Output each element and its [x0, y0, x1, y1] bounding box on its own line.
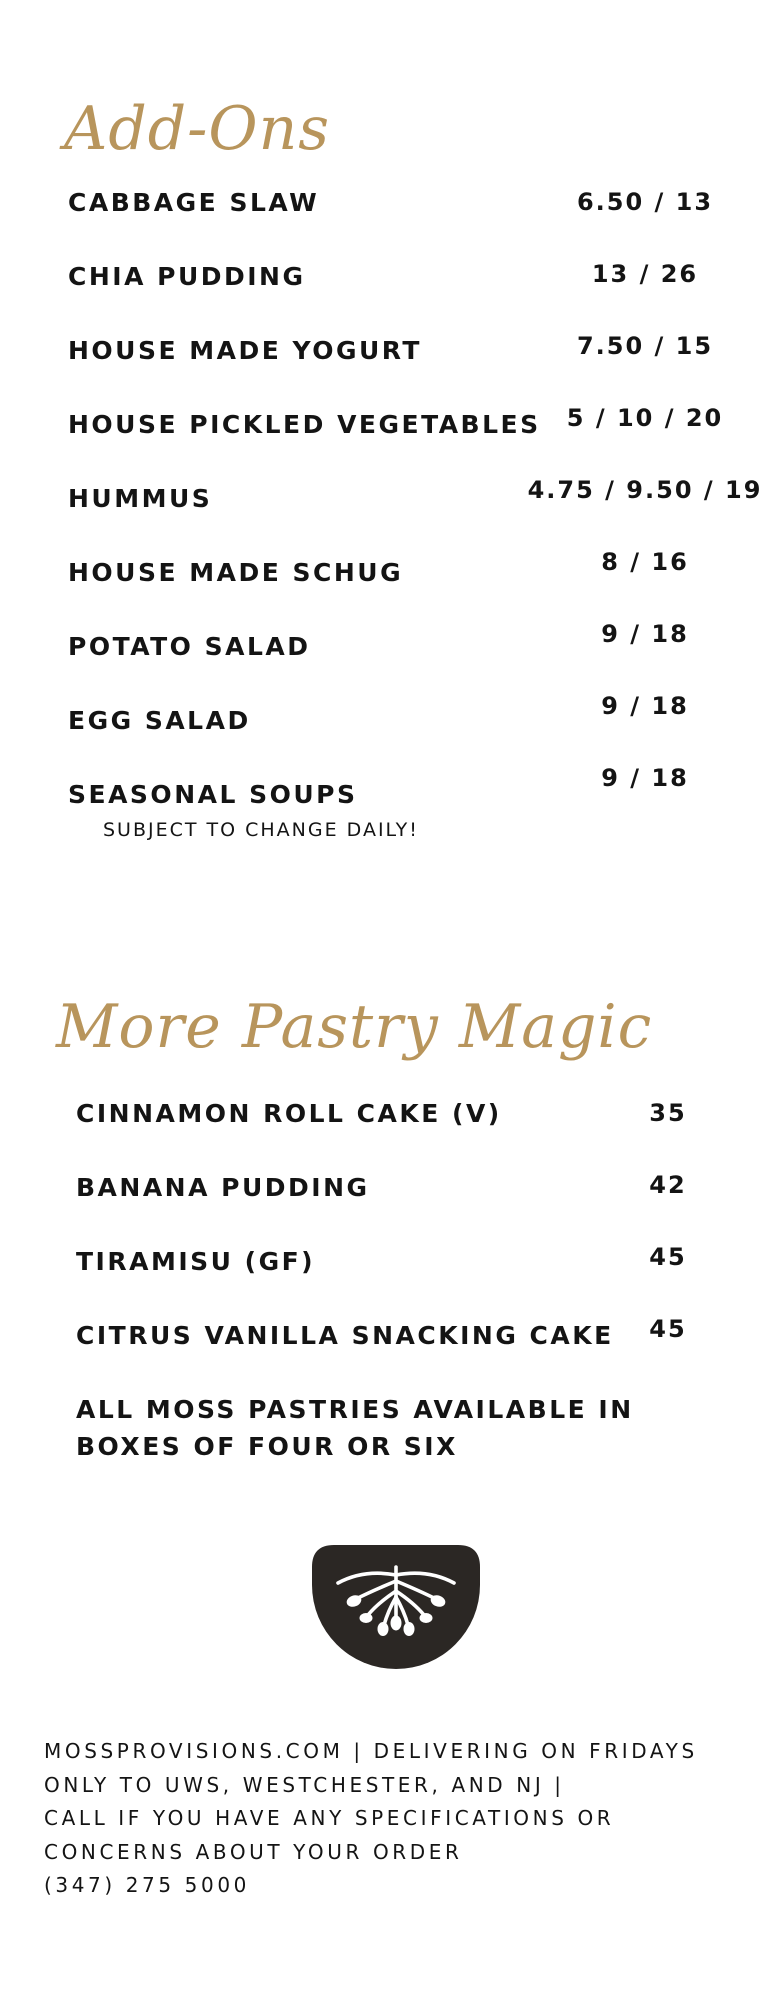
- pastry-price-banana-pudding: 42: [649, 1171, 687, 1199]
- addon-item-chia-pudding: CHIA PUDDING: [68, 262, 306, 291]
- pastry-title: More Pastry Magic: [56, 992, 653, 1062]
- pastry-boxes-note-line2: BOXES OF FOUR OR SIX: [76, 1432, 458, 1461]
- pastry-price-citrus-vanilla-snacking-cake: 45: [649, 1315, 687, 1343]
- addon-item-house-made-schug: HOUSE MADE SCHUG: [68, 558, 404, 587]
- addon-item-egg-salad: EGG SALAD: [68, 706, 251, 735]
- addon-item-seasonal-soups: SEASONAL SOUPS: [68, 780, 358, 809]
- addon-price-hummus: 4.75 / 9.50 / 19: [527, 476, 763, 504]
- pastry-price-cinnamon-roll-cake: 35: [649, 1099, 687, 1127]
- pastry-boxes-note-line1: ALL MOSS PASTRIES AVAILABLE IN: [76, 1395, 634, 1424]
- pastry-item-cinnamon-roll-cake: CINNAMON ROLL CAKE (V): [76, 1099, 502, 1128]
- addon-price-seasonal-soups: 9 / 18: [601, 764, 689, 792]
- pastry-item-citrus-vanilla-snacking-cake: CITRUS VANILLA SNACKING CAKE: [76, 1321, 614, 1350]
- footer-line-4: CONCERNS ABOUT YOUR ORDER: [44, 1840, 463, 1864]
- addon-price-cabbage-slaw: 6.50 / 13: [576, 188, 714, 216]
- pastry-item-banana-pudding: BANANA PUDDING: [76, 1173, 370, 1202]
- footer-line-3: CALL IF YOU HAVE ANY SPECIFICATIONS OR: [44, 1806, 615, 1830]
- addon-item-cabbage-slaw: CABBAGE SLAW: [68, 188, 320, 217]
- addon-price-house-made-schug: 8 / 16: [601, 548, 689, 576]
- addon-item-hummus: HUMMUS: [68, 484, 213, 513]
- footer-line-2: ONLY TO UWS, WESTCHESTER, AND NJ |: [44, 1773, 565, 1797]
- addon-item-potato-salad: POTATO SALAD: [68, 632, 311, 661]
- moss-sprout-logo-icon: [312, 1545, 480, 1669]
- pastry-price-tiramisu: 45: [649, 1243, 687, 1271]
- addons-title: Add-Ons: [64, 94, 331, 164]
- addon-item-house-made-yogurt: HOUSE MADE YOGURT: [68, 336, 422, 365]
- pastry-item-tiramisu: TIRAMISU (GF): [76, 1247, 316, 1276]
- footer-line-1: MOSSPROVISIONS.COM | DELIVERING ON FRIDAYS: [44, 1739, 698, 1763]
- addon-price-house-made-yogurt: 7.50 / 15: [576, 332, 714, 360]
- addon-price-potato-salad: 9 / 18: [601, 620, 689, 648]
- addon-price-chia-pudding: 13 / 26: [591, 260, 699, 288]
- addon-price-egg-salad: 9 / 18: [601, 692, 689, 720]
- addon-item-house-pickled-vegetables: HOUSE PICKLED VEGETABLES: [68, 410, 541, 439]
- footer-phone: (347) 275 5000: [44, 1873, 250, 1897]
- soup-note: SUBJECT TO CHANGE DAILY!: [103, 819, 419, 841]
- addon-price-house-pickled-vegetables: 5 / 10 / 20: [566, 404, 724, 432]
